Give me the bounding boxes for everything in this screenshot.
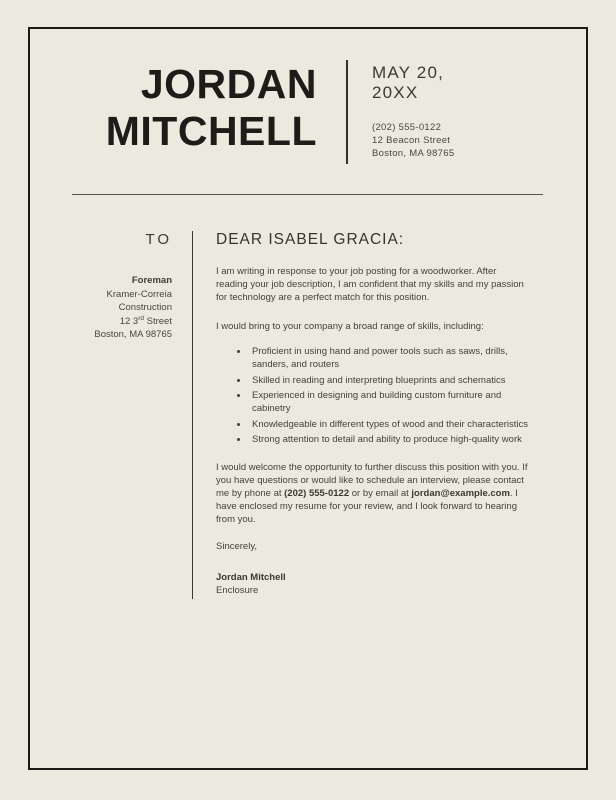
sender-name [30,61,317,155]
salutation: DEAR ISABEL GRACIA: [216,231,405,248]
signoff: Sincerely, [216,541,258,552]
closing-phone: (202) 555-0122 [284,488,350,499]
letter-header [30,60,586,164]
skill-item: • Experienced in designing and building custom furniture and cabinetry [249,389,529,415]
letter-main [30,231,586,599]
signature-name: Jordan Mitchell [216,572,286,583]
recipient-column [30,231,172,599]
enclosure-note: Enclosure [216,585,259,596]
closing-email: jordan@example.com [411,488,510,499]
paragraph-closing [216,461,529,526]
paragraph-intro: I am writing in response to your job posting for a woodworker. After reading your job description, I am confident that my skills and my passion for technology are a perfect match for this position. [216,266,524,303]
closing-text-before-phone: I would welcome the opportunity to further discuss this position with you. If you have questions or would like to schedule an interview, please contact me by phone at [216,462,528,499]
skill-item: • Knowledgeable in different types of wood and their characteristics [249,418,529,431]
closing-text-after: . I have enclosed my resume for your review, and I look forward to hearing from you. [216,488,518,525]
letter-body-column [192,231,586,599]
skill-item: • Skilled in reading and interpreting blueprints and schematics [249,374,529,387]
letter-body [216,265,529,597]
sender-street: 12 Beacon Street [372,135,451,146]
sender-city: Boston, MA 98765 [372,148,455,159]
sender-contact [372,121,454,160]
recipient-street [30,315,172,329]
recipient-address [30,274,172,342]
date-line-1: MAY 20, [372,63,445,82]
closing-text-between: or by email at [349,488,412,499]
skills-list [216,345,529,446]
page-content [30,29,586,768]
date-contact-block [372,60,454,160]
to-label: TO [145,231,172,248]
recipient-company-line1: Kramer-Correia [106,288,172,300]
recipient-street-number: 12 3 [119,315,139,327]
sender-phone: (202) 555-0122 [372,122,442,133]
recipient-street-rest: Street [144,315,172,327]
skill-item: • Proficient in using hand and power tools such as saws, drills, sanders, and routers [249,345,529,371]
sender-first-name: JORDAN [140,61,317,107]
skill-item: • Strong attention to detail and ability to produce high-quality work [249,433,529,446]
paragraph-skills-lead: I would bring to your company a broad range of skills, including: [216,321,484,332]
header-vertical-divider [346,60,348,164]
letter-date [372,63,454,103]
sender-last-name: MITCHELL [105,108,317,154]
header-horizontal-rule [72,194,543,195]
recipient-street-ordinal: rd [138,314,144,322]
recipient-title: Foreman [131,275,172,286]
recipient-city: Boston, MA 98765 [94,329,172,340]
date-line-2: 20XX [372,83,419,102]
recipient-company-line2: Construction [118,302,172,313]
